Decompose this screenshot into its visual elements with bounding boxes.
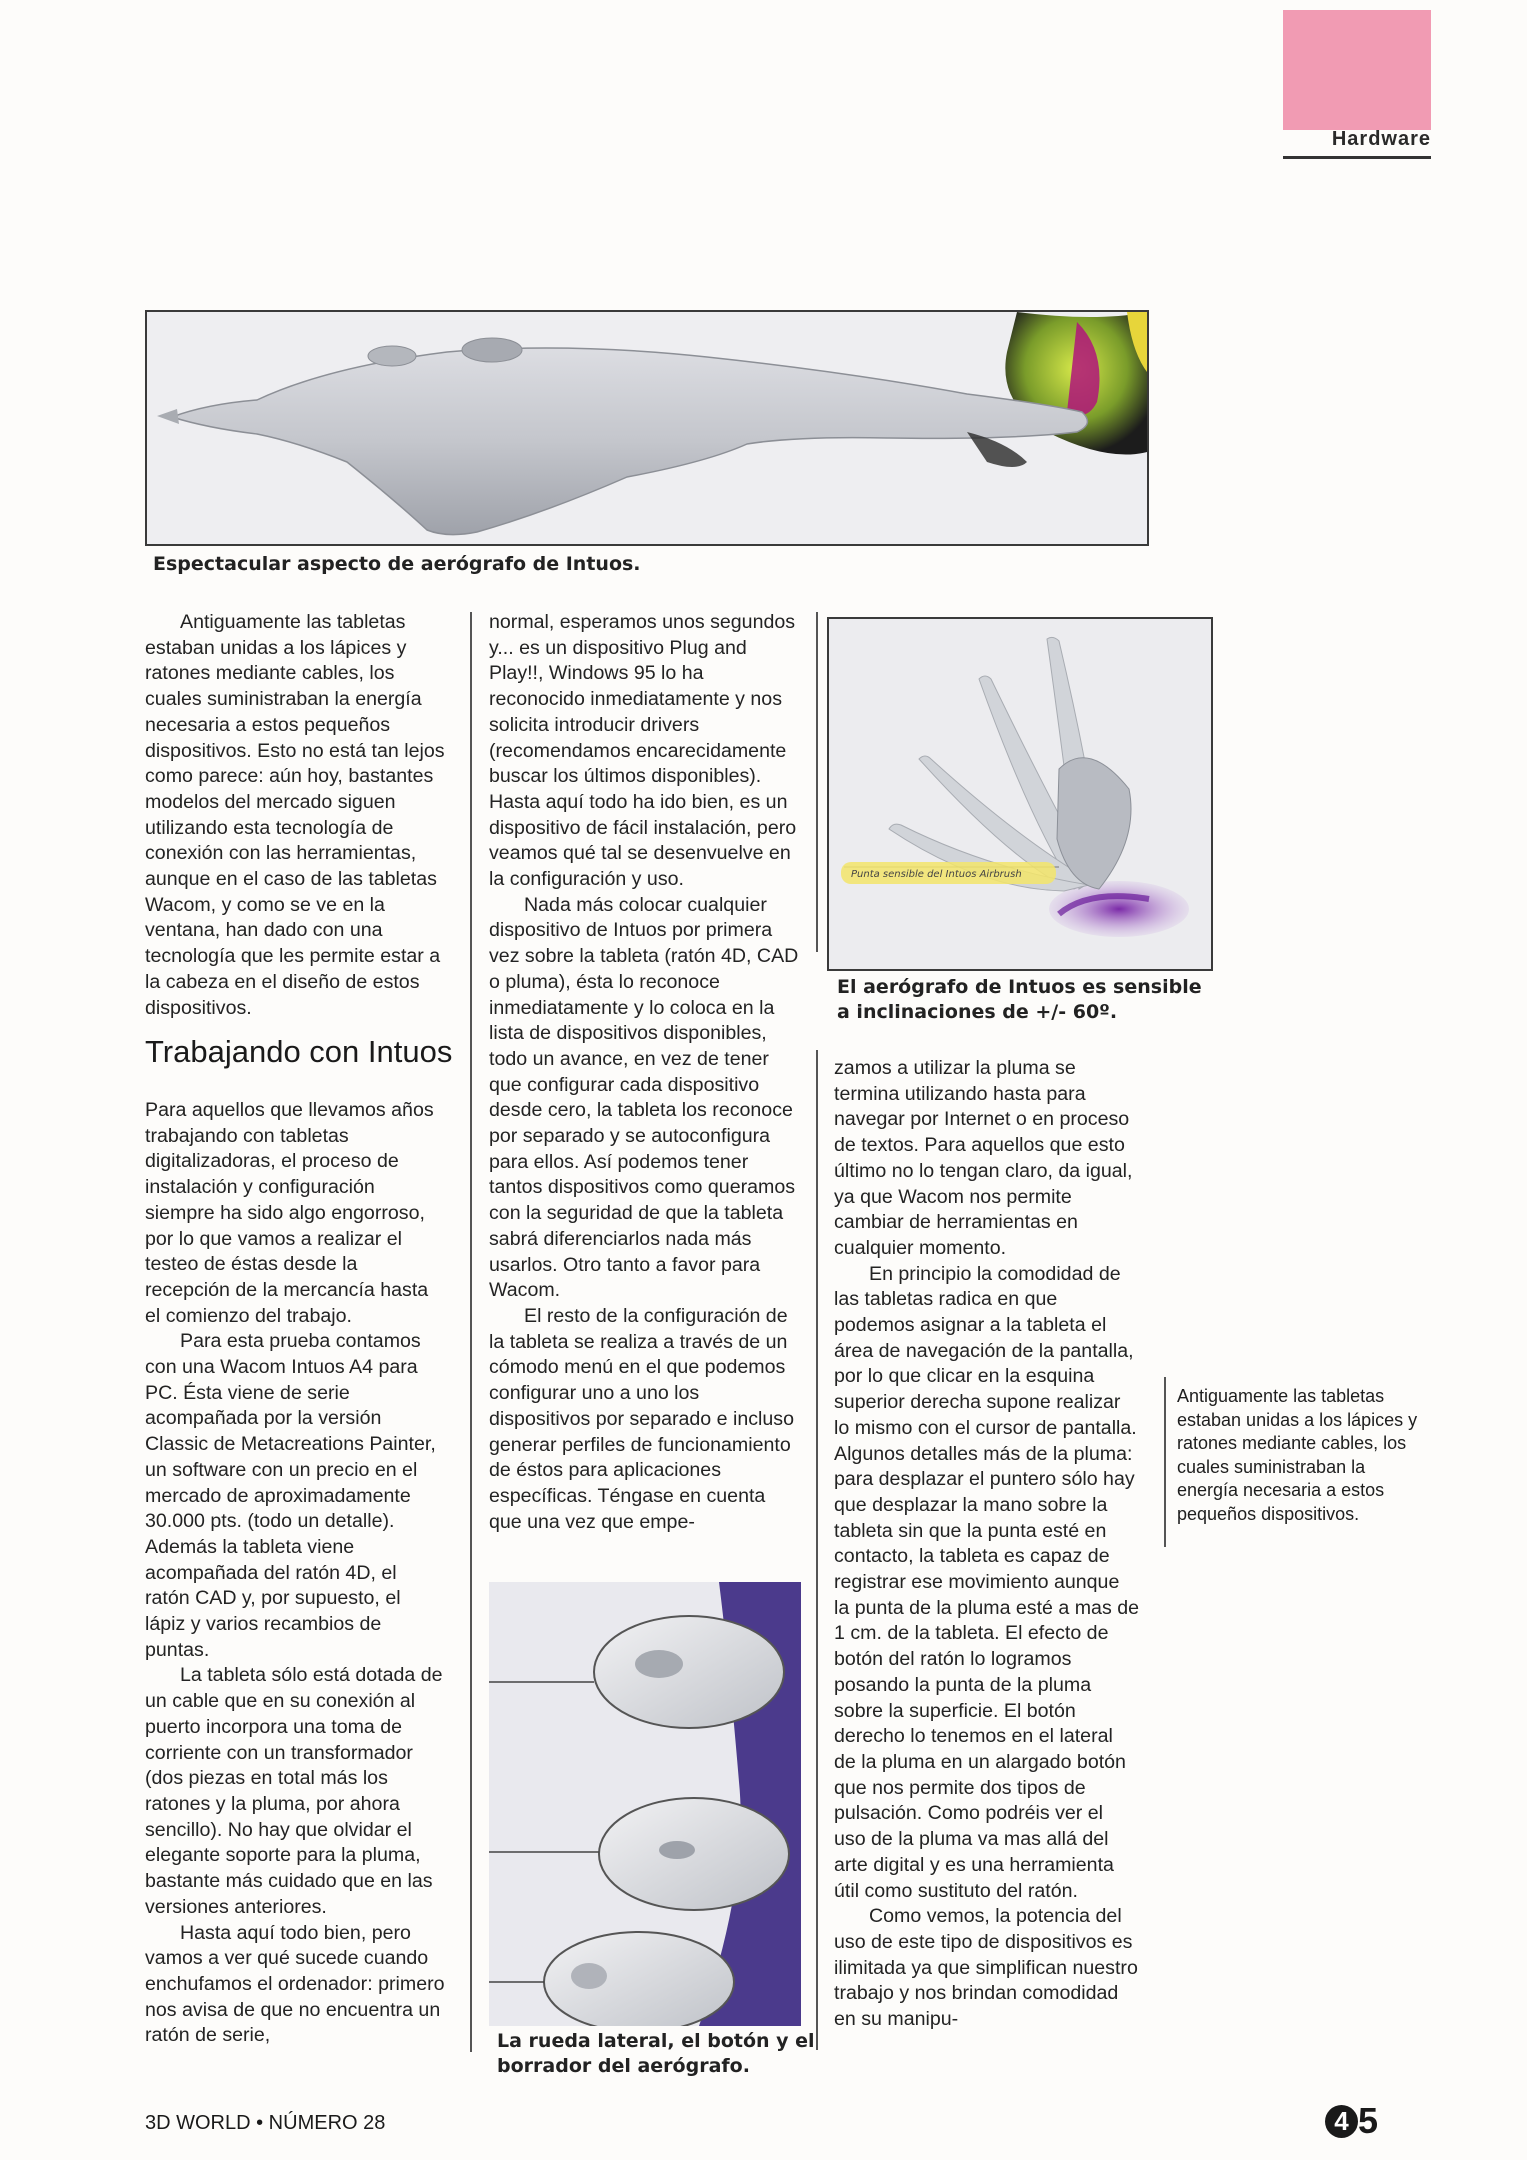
- column-1-body: [145, 1098, 445, 2049]
- page-number-circle: 4: [1325, 2105, 1358, 2138]
- buttons-caption: La rueda lateral, el botón y el borrador del aerógrafo.: [497, 2030, 815, 2077]
- section-label: Hardware: [1331, 128, 1431, 150]
- section-color-tab: [1283, 10, 1431, 130]
- paragraph: El resto de la configuración de la tableta se realiza a través de un cómodo menú en el que podemos configurar uno a uno los dispositivos por separado e incluso generar perfiles de funcionamiento de éstos para aplicaciones específicas. Téngase en cuenta que una vez que empe-: [489, 1304, 794, 1533]
- paragraph: Antiguamente las tabletas estaban unidas a los lápices y ratones mediante cables, los cuales suministraban la energía necesaria a estos pequeños dispositivos. Esto no está tan lejos como parece: aún hoy, bastantes modelos del mercado siguen utilizando esta tecnología de conexión con las herramientas, aunque en el caso de las tabletas Wacom, y como se ve en la ventana, han dado con una tecnología que les permite estar a la cabeza en el diseño de estos dispositivos.: [145, 611, 445, 1019]
- airbrush-hero-image: [145, 310, 1149, 546]
- column-3-body: [834, 1056, 1139, 2033]
- column-1-intro: [145, 610, 445, 1021]
- pullquote: Antiguamente las tabletas estaban unidas a los lápices y ratones mediante cables, los cuales suministraban la energía necesaria a estos pequeños dispositivos.: [1177, 1386, 1418, 1524]
- pullquote-rule: [1164, 1377, 1166, 1547]
- section-rule: [1283, 156, 1431, 159]
- footer-magazine: 3D WORLD • NÚMERO 28: [145, 2112, 386, 2134]
- paragraph: En principio la comodidad de las tabletas radica en que podemos asignar a la tableta el área de navegación de la pantalla, por lo que clicar en la esquina superior derecha supone realizar lo mismo con el cursor de pantalla. Algunos detalles más de la pluma: para desplazar el puntero sólo hay que desplazar la mano sobre la tableta sin que la punta esté en contacto, la tableta es capaz de registrar ese movimiento aunque la punta de la pluma esté a mas de 1 cm. de la tableta. El efecto de botón del ratón lo logramos posando la punta de la pluma sobre la superficie. El botón derecho lo tenemos en el lateral de la pluma en un alargado botón que nos permite dos tipos de pulsación. Como podréis ver el uso de la pluma va mas allá del arte digital y es una herramienta útil como sustituto del ratón.: [834, 1262, 1139, 1902]
- paragraph: zamos a utilizar la pluma se termina utilizando hasta para navegar por Internet o en proceso de textos. Para aquellos que esto último no lo tengan claro, da igual, ya que Wacom nos permite cambiar de herramientas en cualquier momento.: [834, 1057, 1133, 1259]
- column-2-body: [489, 610, 799, 1535]
- fan-figure-label: Punta sensible del Intuos Airbrush: [851, 869, 1022, 880]
- paragraph: normal, esperamos unos segundos y... es un dispositivo Plug and Play!!, Windows 95 lo ha reconocido inmediatamente y nos solicita introducir drivers (recomendamos encarecidamente buscar los últimos disponibles). Hasta aquí todo ha ido bien, es un dispositivo de fácil instalación, pero veamos qué tal se desenvuelve en la configuración y uso.: [489, 611, 797, 891]
- column-divider: [816, 612, 818, 952]
- column-divider: [816, 1050, 818, 2050]
- hero-caption: Espectacular aspecto de aerógrafo de Intuos.: [153, 553, 641, 575]
- airbrush-buttons-image: [489, 1582, 801, 2026]
- fan-caption: El aerógrafo de Intuos es sensible a inclinaciones de +/- 60º.: [837, 976, 1202, 1023]
- paragraph: Hasta aquí todo bien, pero vamos a ver qué sucede cuando enchufamos el ordenador: primero nos avisa de que no encuentra un ratón de serie,: [145, 1921, 445, 2047]
- paragraph: Como vemos, la potencia del uso de este tipo de dispositivos es ilimitada ya que simplifican nuestro trabajo y nos brindan comodidad en su manipu-: [834, 1905, 1138, 2031]
- section-heading: Trabajando con Intuos: [145, 1034, 453, 1069]
- paragraph: Para esta prueba contamos con una Wacom Intuos A4 para PC. Ésta viene de serie acompañada por la versión Classic de Metacreations Painter, un software con un precio en el mercado de aproximadamente 30.000 pts. (todo un detalle). Además la tableta viene acompañada del ratón 4D, el ratón CAD y, por supuesto, el lápiz y varios recambios de puntas.: [145, 1330, 436, 1661]
- column-divider: [470, 612, 472, 2052]
- paragraph: Nada más colocar cualquier dispositivo de Intuos por primera vez sobre la tableta (ratón 4D, CAD o pluma), ésta lo reconoce inmediatamente y lo coloca en la lista de dispositivos disponibles, todo un avance, en vez de tener que configurar cada dispositivo desde cero, la tableta los reconoce por separado y se autoconfigura para ellos. Así podemos tener tantos dispositivos como queramos con la seguridad de que la tableta sabrá diferenciarlos nada más usarlos. Otro tanto a favor para Wacom.: [489, 893, 799, 1302]
- paragraph: La tableta sólo está dotada de un cable que en su conexión al puerto incorpora una toma de corriente con un transformador (dos piezas en total más los ratones y la pluma, por ahora sencillo). No hay que olvidar el elegante soporte para la pluma, bastante más cuidado que en las versiones anteriores.: [145, 1664, 443, 1918]
- paragraph: Para aquellos que llevamos años trabajando con tabletas digitalizadoras, el proceso de instalación y configuración siempre ha sido algo engorroso, por lo que vamos a realizar el testeo de éstas desde la recepción de la mercancía hasta el comienzo del trabajo.: [145, 1099, 434, 1327]
- airbrush-tilt-image: [827, 617, 1213, 971]
- page-number: [1325, 2100, 1378, 2140]
- page-number-rest: 5: [1358, 2100, 1379, 2141]
